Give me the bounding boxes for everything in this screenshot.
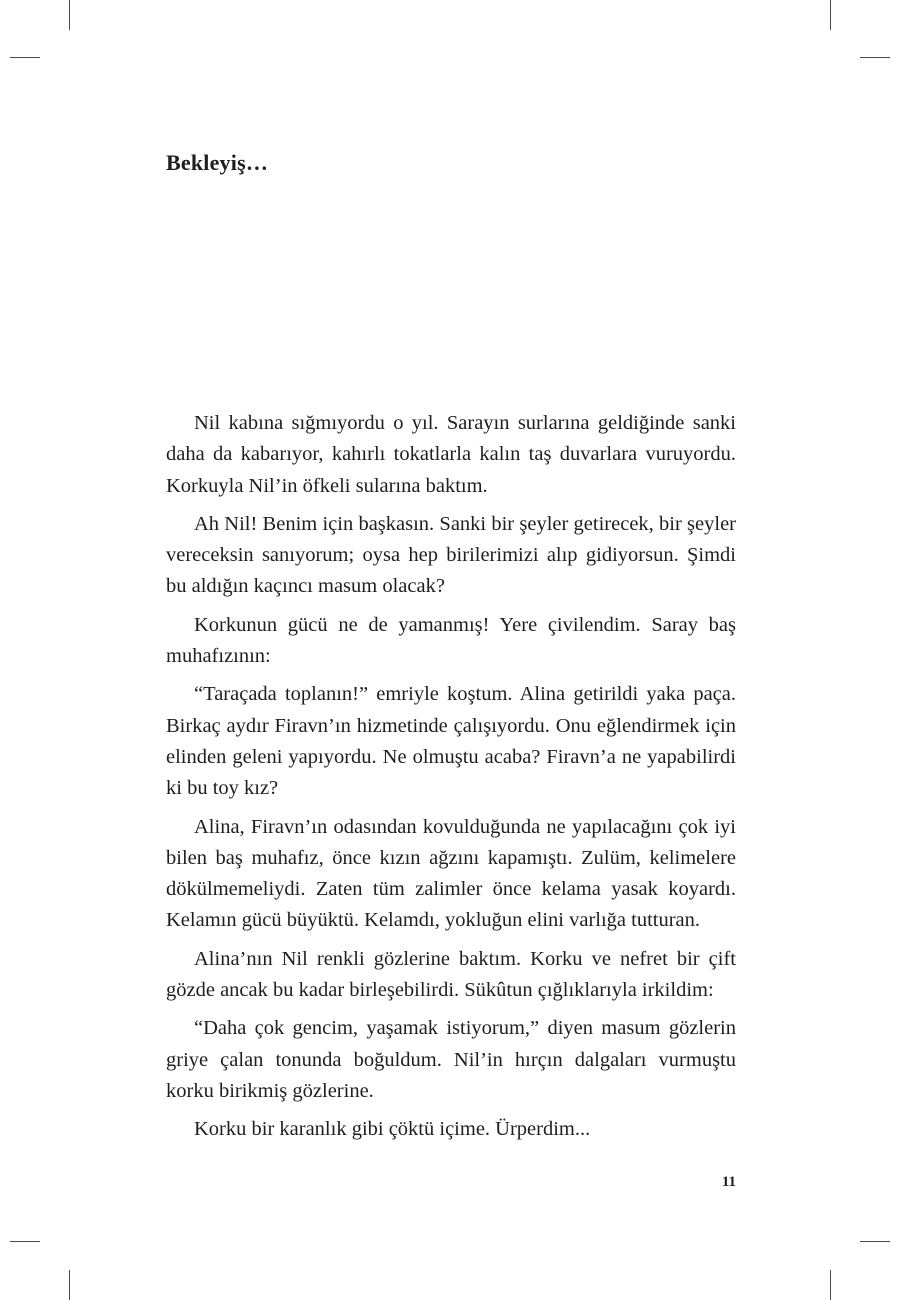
- page-number: 11: [721, 1174, 736, 1190]
- body-text: [166, 408, 736, 1153]
- paragraph: “Taraçada toplanın!” emriyle koştum. Alina getirildi yaka paça. Birkaç aydır Firavn’ın hizmetinde çalışıyordu. Onu eğlendirmek için elinden geleni yapıyordu. Ne olmuştu acaba? Firavn’a ne yapabilirdi ki bu toy kız?: [166, 683, 736, 800]
- paragraph: Korkunun gücü ne de yamanmış! Yere çivilendim. Saray baş muhafızının:: [166, 613, 736, 668]
- paragraph: “Daha çok gencim, yaşamak istiyorum,” diyen masum gözlerin griye çalan tonunda boğuldum. Nil’in hırçın dalgaları vurmuştu korku birikmiş gözlerine.: [166, 1017, 736, 1102]
- crop-mark-bottom-left-horizontal: [10, 1241, 40, 1242]
- crop-mark-top-left: [69, 0, 70, 30]
- crop-mark-bottom-left: [69, 1270, 70, 1300]
- paragraph: Alina, Firavn’ın odasından kovulduğunda ne yapılacağını çok iyi bilen baş muhafız, önce kızın ağzını kapamıştı. Zulüm, kelimelere dökülmemeliydi. Zaten tüm zalimler önce kelama yasak koyardı. Kelamın gücü büyüktü. Kelamdı, yokluğun elini varlığa tutturan.: [166, 815, 736, 932]
- crop-mark-top-left-horizontal: [10, 57, 40, 58]
- paragraph: Nil kabına sığmıyordu o yıl. Sarayın surlarına geldiğinde sanki daha da kabarıyor, kahırlı tokatlarla kalın taş duvarlara vuruyordu. Korkuyla Nil’in öfkeli sularına baktım.: [166, 412, 736, 497]
- chapter-title: Bekleyiş…: [166, 150, 269, 175]
- paragraph: Alina’nın Nil renkli gözlerine baktım. Korku ve nefret bir çift gözde ancak bu kadar birleşebilirdi. Sükûtun çığlıklarıyla irkildim:: [166, 947, 736, 1002]
- paragraph: Korku bir karanlık gibi çöktü içime. Ürperdim...: [194, 1118, 591, 1141]
- paragraph: Ah Nil! Benim için başkasın. Sanki bir şeyler getirecek, bir şeyler vereceksin sanıyorum; oysa hep birilerimizi alıp gidiyorsun. Şimdi bu aldığın kaçıncı masum olacak?: [166, 512, 736, 598]
- crop-mark-top-right-horizontal: [860, 57, 890, 58]
- crop-mark-top-right: [830, 0, 831, 30]
- crop-mark-bottom-right-horizontal: [860, 1241, 890, 1242]
- crop-mark-bottom-right: [830, 1270, 831, 1300]
